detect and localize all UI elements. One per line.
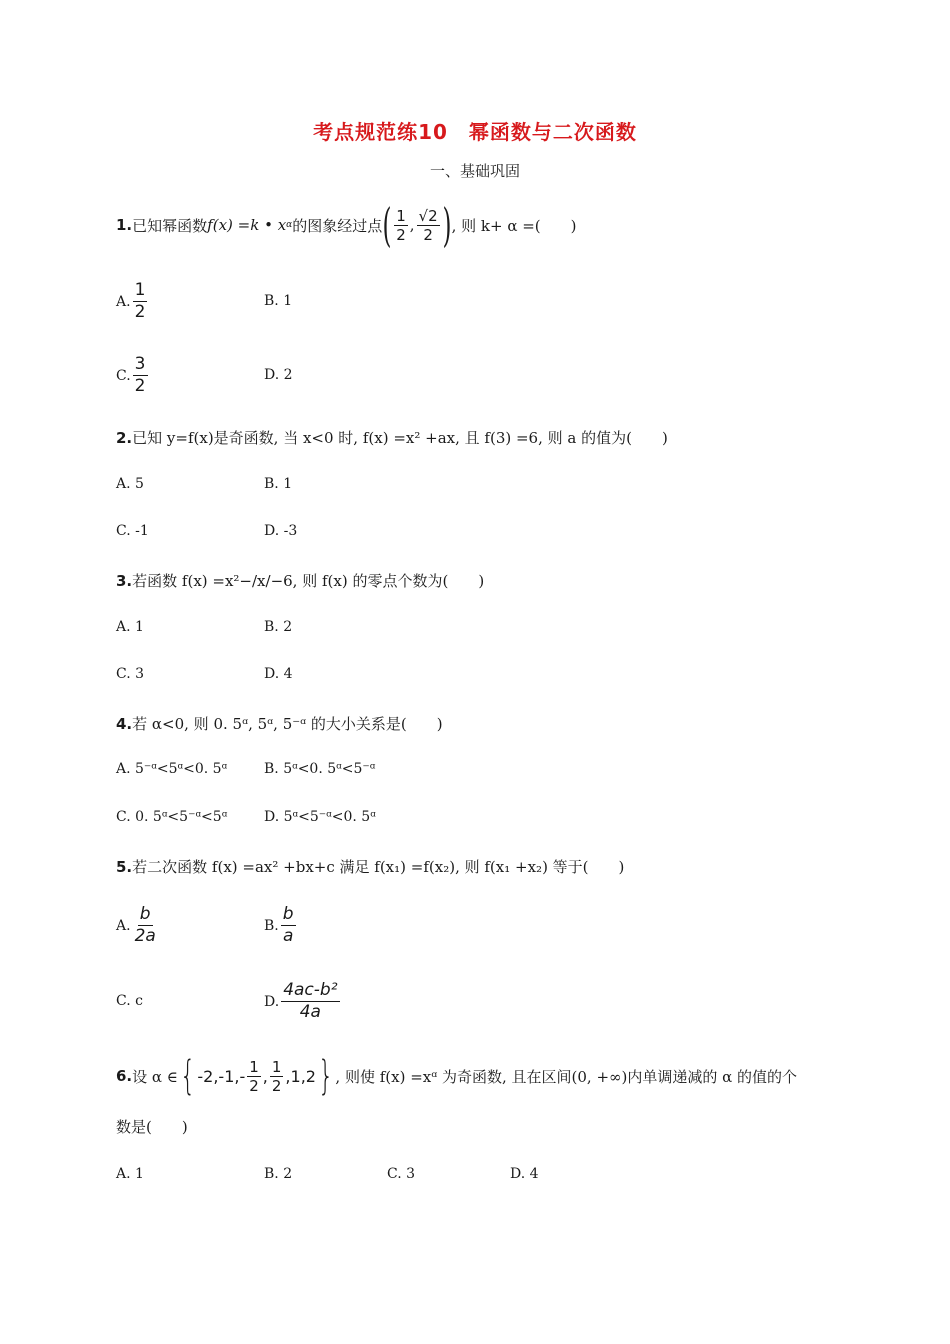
right-paren: ) [442,198,452,252]
fraction [281,980,339,1023]
option-label: D. [264,993,280,1010]
question-text: 数是( ) [116,1118,188,1136]
question-text: , 则 k+ α =( ) [451,216,577,235]
question-number: 3. [116,571,133,590]
option-label: A. [116,917,131,934]
fraction [247,1058,261,1095]
numerator: b [282,904,294,924]
question-6-continued [116,1116,188,1137]
numerator: 4ac-b² [283,980,338,1000]
option-b[interactable]: B. 5ᵅ<0. 5ᵅ<5⁻ᵅ [264,761,376,777]
option-a[interactable]: A. 5⁻ᵅ<5ᵅ<0. 5ᵅ [116,761,228,777]
fraction [133,904,158,947]
fraction [281,904,296,947]
question-text: 若 α<0, 则 0. 5ᵅ, 5ᵅ, 5⁻ᵅ 的大小关系是( ) [132,715,443,733]
option-c[interactable]: C. -1 [116,523,149,539]
fraction [417,207,440,244]
separator: , [262,1066,268,1086]
page-title: 考点规范练10 幂函数与二次函数 [313,120,637,144]
numerator: 1 [271,1057,282,1076]
option-d[interactable] [264,980,342,1023]
question-number: 5. [116,857,133,876]
right-brace: } [318,1053,334,1099]
question-5 [116,856,624,877]
left-paren: ( [382,198,392,252]
separator: , [409,216,415,234]
option-b[interactable]: B. 1 [264,476,293,492]
option-b[interactable]: B. 2 [264,619,293,635]
option-a[interactable]: A. 1 [116,619,144,635]
denominator: 2 [396,225,406,244]
fraction [394,207,408,244]
numerator: 1 [134,280,146,300]
option-label: B. [264,917,279,934]
option-b[interactable] [264,904,298,947]
question-1 [116,198,577,252]
option-d[interactable]: D. 4 [510,1166,539,1182]
question-text: f [207,216,213,234]
question-2 [116,427,668,448]
option-b[interactable]: B. 1 [264,293,293,309]
option-c[interactable] [116,354,150,397]
denominator: 4a [299,1002,321,1022]
question-text: 若二次函数 f(x) =ax² +bx+c 满足 f(x₁) =f(x₂), 则 f(x₁ +x₂) 等于( ) [132,858,625,876]
question-text: 已知幂函数 [132,216,208,235]
option-a[interactable]: A. 1 [116,1166,144,1182]
numerator: 3 [134,354,146,374]
question-number: 1. [116,216,133,234]
set-elements: ,1,2 [285,1066,316,1086]
question-4 [116,713,443,734]
question-text: 若函数 f(x) =x²−/x/−6, 则 f(x) 的零点个数为( ) [132,572,485,590]
denominator: 2 [249,1076,259,1095]
question-6 [116,1053,798,1099]
question-number: 2. [116,428,133,447]
option-d[interactable]: D. 5ᵅ<5⁻ᵅ<0. 5ᵅ [264,809,376,825]
question-text: 的图象经过点 [292,216,383,235]
denominator: 2 [134,302,146,322]
denominator: 2 [134,376,146,396]
parameter-set [178,1053,335,1099]
question-number: 4. [116,714,133,733]
question-text: (x) =k • x [212,216,287,234]
question-number: 6. [116,1067,133,1085]
left-brace: { [180,1053,196,1099]
numerator: 1 [249,1057,259,1076]
numerator: 1 [396,206,406,225]
fraction [133,280,148,323]
question-text: 已知 y=f(x)是奇函数, 当 x<0 时, f(x) =x² +ax, 且 f(3) =6, 则 a 的值为( ) [132,429,668,447]
option-label: C. [116,367,131,384]
fraction [133,354,148,397]
option-d[interactable]: D. -3 [264,523,298,539]
set-elements: -2,-1,- [197,1066,246,1086]
numerator: √2 [418,206,438,225]
option-a[interactable]: A. 5 [116,476,144,492]
section-heading: 一、基础巩固 [429,162,520,180]
numerator: b [139,904,151,924]
option-a[interactable] [116,904,160,947]
exponent: α [286,220,293,230]
question-text: , 则使 f(x) =xᵅ 为奇函数, 且在区间(0, +∞)内单调递减的 α 的值的个 [335,1067,798,1086]
option-d[interactable]: D. 4 [264,666,293,682]
denominator: 2a [134,926,156,946]
option-label: A. [116,293,131,310]
option-c[interactable]: C. c [116,993,143,1009]
option-c[interactable]: C. 3 [116,666,145,682]
option-c[interactable]: C. 0. 5ᵅ<5⁻ᵅ<5ᵅ [116,809,228,825]
option-d[interactable]: D. 2 [264,367,293,383]
question-3 [116,570,484,591]
question-text: 设 α ∈ [132,1067,178,1086]
denominator: 2 [271,1076,282,1095]
option-c[interactable]: C. 3 [387,1166,416,1182]
denominator: a [282,926,294,946]
option-b[interactable]: B. 2 [264,1166,293,1182]
denominator: 2 [423,225,433,244]
fraction [270,1058,284,1095]
option-a[interactable] [116,280,149,323]
